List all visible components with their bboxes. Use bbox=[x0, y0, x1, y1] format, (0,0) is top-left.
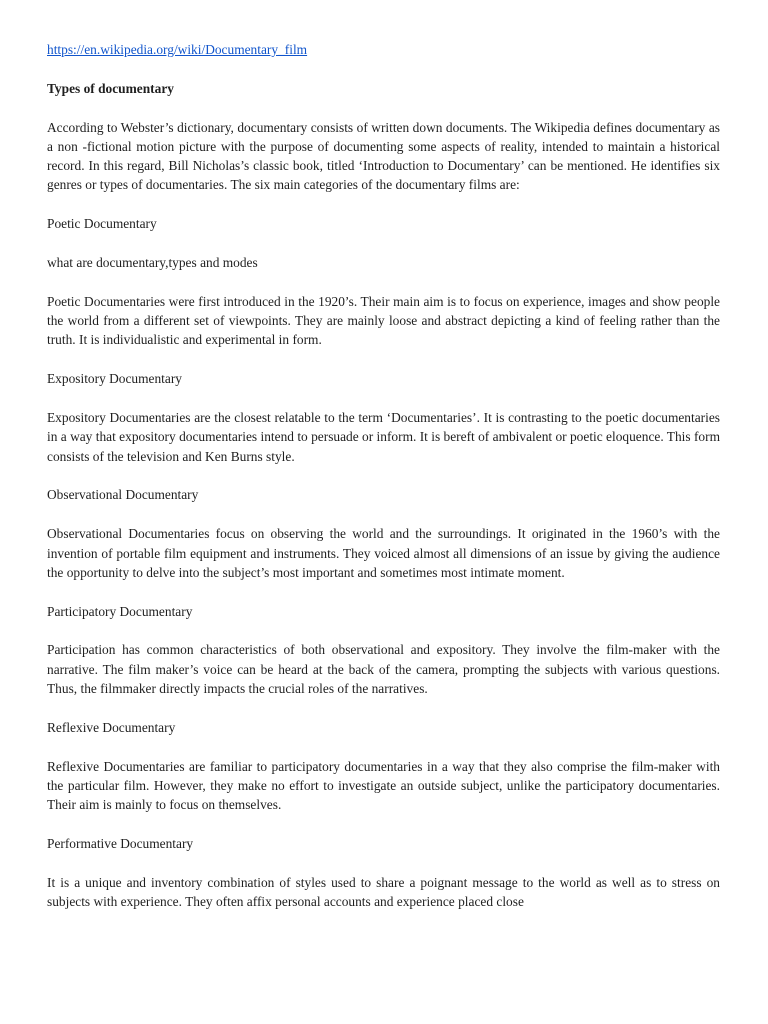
section-body-performative: It is a unique and inventory combination of styles used to share a poignant message to the world as well as to stress on subjects with experience. They often affix personal accounts and experience placed close bbox=[47, 874, 720, 910]
document-title: Types of documentary bbox=[47, 80, 174, 96]
section-heading-poetic: Poetic Documentary bbox=[47, 216, 157, 232]
section-body-participatory: Participation has common characteristics of both observational and expository. They involve the film-maker with the narrative. The film maker’s voice can be heard at the back of the camera, prompting the subjects with various questions. Thus, the filmmaker directly impacts the crucial roles of the narratives. bbox=[47, 642, 720, 697]
intro-paragraph: According to Webster’s dictionary, documentary consists of written down documents. The Wikipedia defines documentary as a non -fictional motion picture with the purpose of documenting some aspects of reality, intended to maintain a historical record. In this regard, Bill Nicholas’s classic book, titled ‘Introduction to Documentary’ can be mentioned. He identifies six genres or types of documentaries. The six main categories of the documentary films are: bbox=[47, 119, 720, 193]
document-page bbox=[47, 40, 720, 911]
section-heading-expository: Expository Documentary bbox=[47, 371, 182, 387]
section-body-observational: Observational Documentaries focus on observing the world and the surroundings. It originated in the 1960’s with the invention of portable film equipment and instruments. They voiced almost all dimensions of an issue by giving the audience the opportunity to delve into the subject’s most important and sometimes most intimate moment. bbox=[47, 526, 720, 580]
section-body-expository: Expository Documentaries are the closest relatable to the term ‘Documentaries’. It is contrasting to the poetic documentaries in a way that expository documentaries intend to persuade or inform. It is bereft of ambivalent or poetic eloquence. This form consists of the television and Ken Burns style. bbox=[47, 410, 720, 464]
section-heading-participatory: Participatory Documentary bbox=[47, 603, 193, 619]
section-body-poetic: Poetic Documentaries were first introduced in the 1920’s. Their main aim is to focus on experience, images and show people the world from a different set of viewpoints. They are mainly loose and abstract depicting a kind of feeling rather than the truth. It is individualistic and experimental in form. bbox=[47, 293, 720, 348]
source-link[interactable]: https://en.wikipedia.org/wiki/Documentary_film bbox=[47, 42, 308, 57]
section-subheading-poetic: what are documentary,types and modes bbox=[47, 255, 258, 271]
section-heading-performative: Performative Documentary bbox=[47, 836, 194, 852]
section-body-reflexive: Reflexive Documentaries are familiar to participatory documentaries in a way that they also comprise the film-maker with the particular film. However, they make no effort to investigate an outside subject, unlike the participatory documentaries. Their aim is mainly to focus on themselves. bbox=[47, 758, 720, 813]
section-heading-reflexive: Reflexive Documentary bbox=[47, 719, 176, 735]
section-heading-observational: Observational Documentary bbox=[47, 487, 199, 503]
